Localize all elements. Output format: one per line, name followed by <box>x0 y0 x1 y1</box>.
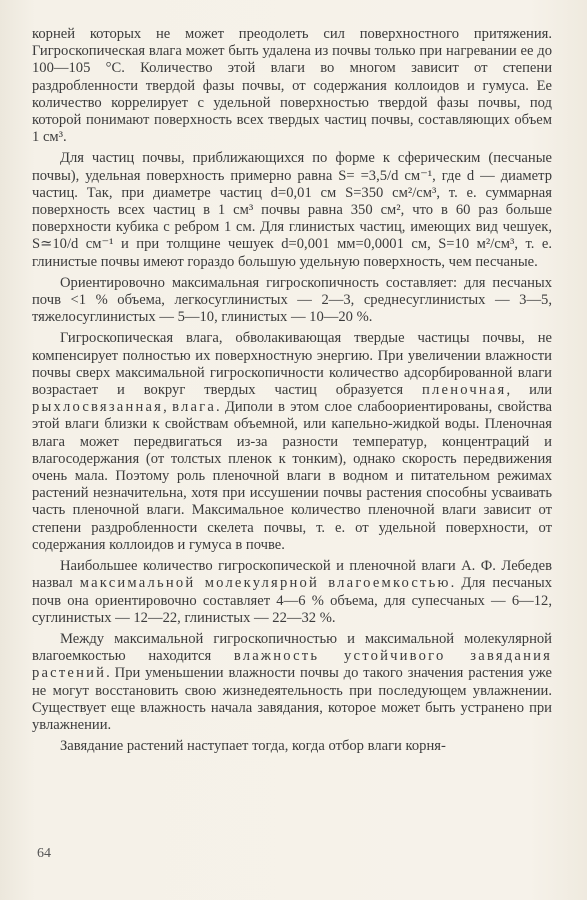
p7-text: Завядание растений наступает тогда, когда отбор влаги корня- <box>60 738 446 755</box>
p6-term: влажность устойчивого завядания растений <box>32 648 552 682</box>
p4-text-4: . Диполи в этом слое слабоориентированы, свойства этой влаги близки к свойствам объемной, или капельно-жидкой воды. Пленочная влага может передвигаться из-за разности температур, концентраций и влагосодержания (от толстых пленок к тонким), однако скорость передвижения очень мала. Поэтому роль пленочной влаги в водном и питательном режимах растений незначительна, хотя при иссушении почвы растения способны усваивать часть пленочной влаги. Максимальное количество пленочной влаги зависит от степени раздробленности скелета почвы, т. е. от удельной поверхности, от содержания коллоидов и гумуса в почве. <box>32 399 552 553</box>
p4-text-3: , <box>163 399 173 416</box>
paragraph-4 <box>32 330 552 554</box>
p4-term-moisture: влага <box>172 399 216 416</box>
p4-text-2: , или <box>506 382 553 399</box>
p5-term: максимальной молекулярной влагоемкостью <box>79 575 451 592</box>
paragraph-2 <box>32 150 552 270</box>
p6-text-1: Между максимальной гигроскопичностью и максимальной молекулярной влагоемкостью находится <box>32 630 552 665</box>
p1-text: корней которых не может преодолеть сил поверхностного притяжения. Гигроскопическая влага может быть удалена из почвы только при нагревании ее до 100—105 °С. Количество этой влаги во многом зависит от степени раздробленности твердой фазы почвы, от содержания коллоидов и гумуса. Ее количество коррелирует с удельной поверхностью твердой фазы почвы, под которой понимают поверхность всех твердых частиц почвы, составляющих объем 1 см³. <box>32 26 552 146</box>
p4-text-1: Гигроскопическая влага, обволакивающая твердые частицы почвы, не компенсирует полностью их поверхностную энергию. При увеличении влажности почвы сверх максимальной гигроскопичности количество адсорбированной влаги возрастает и вокруг твердых частиц образуется <box>32 330 552 399</box>
paragraph-5 <box>32 558 552 627</box>
p6-text-2: . При уменьшении влажности почвы до такого значения растения уже не могут восстановить свою жизнедеятельность при последующем увлажнении. Существует еще влажность начала завядания, которое может быть устранено при увлажнении. <box>32 665 552 733</box>
p4-term-film: пленочная <box>422 382 507 399</box>
page-number: 64 <box>37 846 51 861</box>
paragraph-1 <box>32 26 552 146</box>
paragraph-7 <box>32 738 552 755</box>
paragraph-6 <box>32 631 552 734</box>
p3-text: Ориентировочно максимальная гигроскопичность составляет: для песчаных почв <1 % объема, легкосуглинистых — 2—3, среднесуглинистых — 3—5, тяжелосуглинистых — 5—10, глинистых — 10—20 %. <box>32 274 552 326</box>
p5-text-2: . Для песчаных почв она ориентировочно составляет 4—6 % объема, для супесчаных — 6—12, суглинистых — 12—22, глинистых — 22—32 %. <box>32 575 552 626</box>
paragraph-3 <box>32 275 552 327</box>
p4-term-loose: рыхлосвязанная <box>32 399 164 416</box>
body-text <box>32 26 552 759</box>
p5-text-1: Наибольшее количество гигроскопической и пленочной влаги А. Ф. Лебедев назвал <box>32 558 552 592</box>
p2-text: Для частиц почвы, приближающихся по форме к сферическим (песчаные почвы), удельная поверхность примерно равна S= =3,5/d см⁻¹, где d — диаметр частиц. Так, при диаметре частиц d=0,01 см S=350 см²/см³, т. е. суммарная поверхность всех частиц в 1 см³ почвы равна 350 см², что в 60 раз больше поверхности кубика с ребром 1 см. Для глинистых частиц, имеющих вид чешуек, S≃10/d см⁻¹ и при толщине чешуек d=0,001 мм=0,0001 см, S=10 м²/см³, т. е. глинистые почвы имеют гораздо большую удельную поверхность, чем песчаные. <box>32 150 552 270</box>
